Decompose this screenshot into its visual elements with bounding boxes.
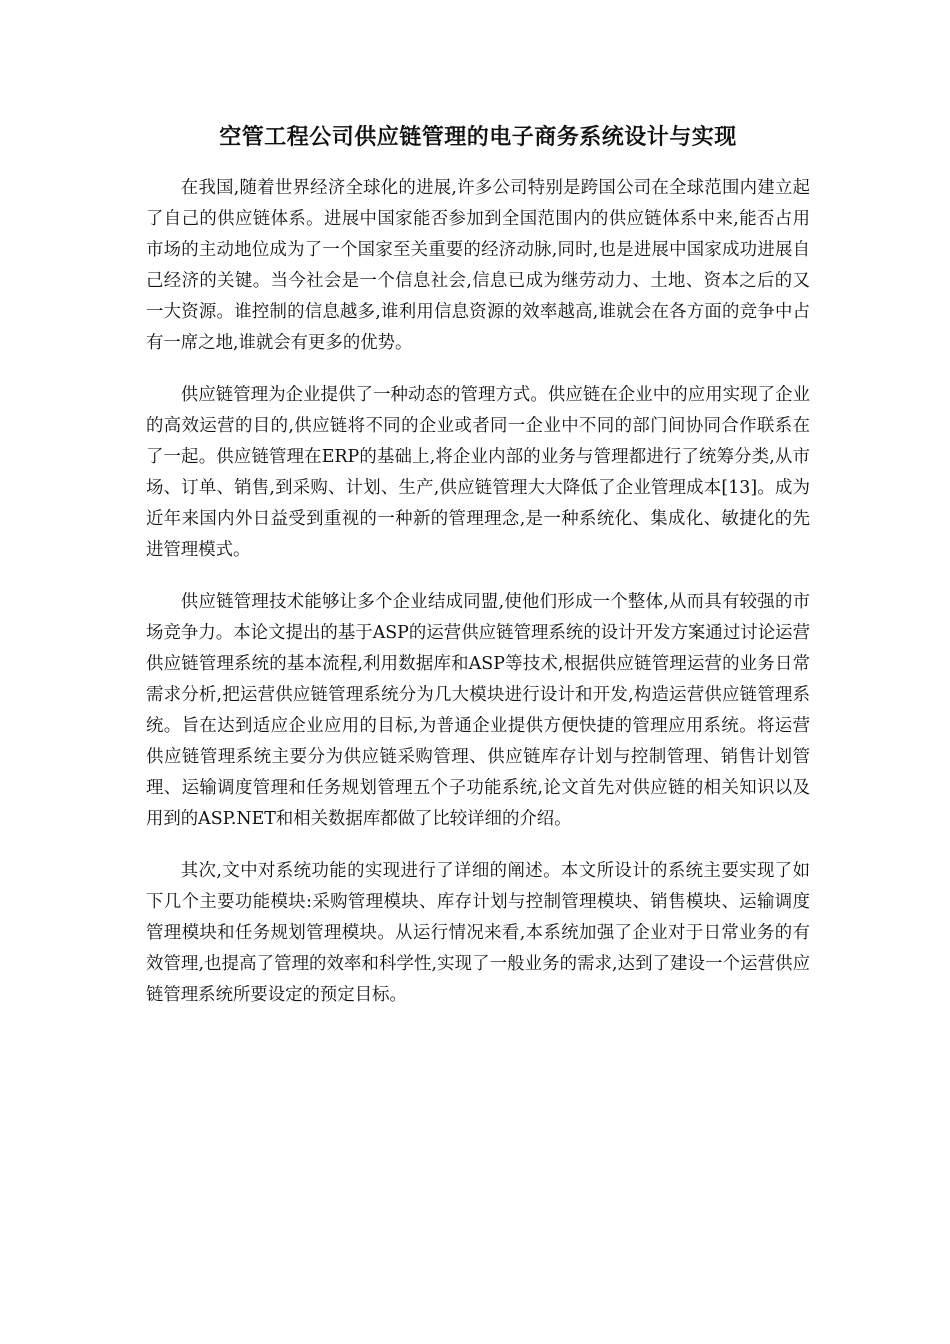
paragraph-3: 供应链管理技术能够让多个企业结成同盟,使他们形成一个整体,从而具有较强的市场竞争力。本论文提出的基于ASP的运营供应链管理系统的设计开发方案通过讨论运营供应链管理系统的基本流程,利用数据库和ASP等技术,根据供应链管理运营的业务日常需求分析,把运营供应链管理系统分为几大模块进行设计和开发,构造运营供应链管理系统。旨在达到适应企业应用的目标,为普通企业提供方便快捷的管理应用系统。将运营供应链管理系统主要分为供应链采购管理、供应链库存计划与控制管理、销售计划管理、运输调度管理和任务规划管理五个子功能系统,论文首先对供应链的相关知识以及用到的ASP.NET和相关数据库都做了比较详细的介绍。 xyxy=(146,592,810,829)
document-title: 空管工程公司供应链管理的电子商务系统设计与实现 xyxy=(219,125,737,150)
paragraph-4: 其次,文中对系统功能的实现进行了详细的阐述。本文所设计的系统主要实现了如下几个主要功能模块:采购管理模块、库存计划与控制管理模块、销售模块、运输调度管理模块和任务规划管理模块。从运行情况来看,本系统加强了企业对于日常业务的有效管理,也提高了管理的效率和科学性,实现了一般业务的需求,达到了建设一个运营供应链管理系统所要设定的预定目标。 xyxy=(146,861,810,1005)
paragraph-1: 在我国,随着世界经济全球化的进展,许多公司特别是跨国公司在全球范围内建立起了自己的供应链体系。进展中国家能否参加到全国范围内的供应链体系中来,能否占用市场的主动地位成为了一个国家至关重要的经济动脉,同时,也是进展中国家成功进展自己经济的关键。当今社会是一个信息社会,信息已成为继劳动力、土地、资本之后的又一大资源。谁控制的信息越多,谁利用信息资源的效率越高,谁就会在各方面的竞争中占有一席之地,谁就会有更多的优势。 xyxy=(146,178,810,353)
paragraph-2: 供应链管理为企业提供了一种动态的管理方式。供应链在企业中的应用实现了企业的高效运营的目的,供应链将不同的企业或者同一企业中不同的部门间协同合作联系在了一起。供应链管理在ERP的基础上,将企业内部的业务与管理都进行了统筹分类,从市场、订单、销售,到采购、计划、生产,供应链管理大大降低了企业管理成本[13]。成为近年来国内外日益受到重视的一种新的管理理念,是一种系统化、集成化、敏捷化的先进管理模式。 xyxy=(146,385,810,560)
